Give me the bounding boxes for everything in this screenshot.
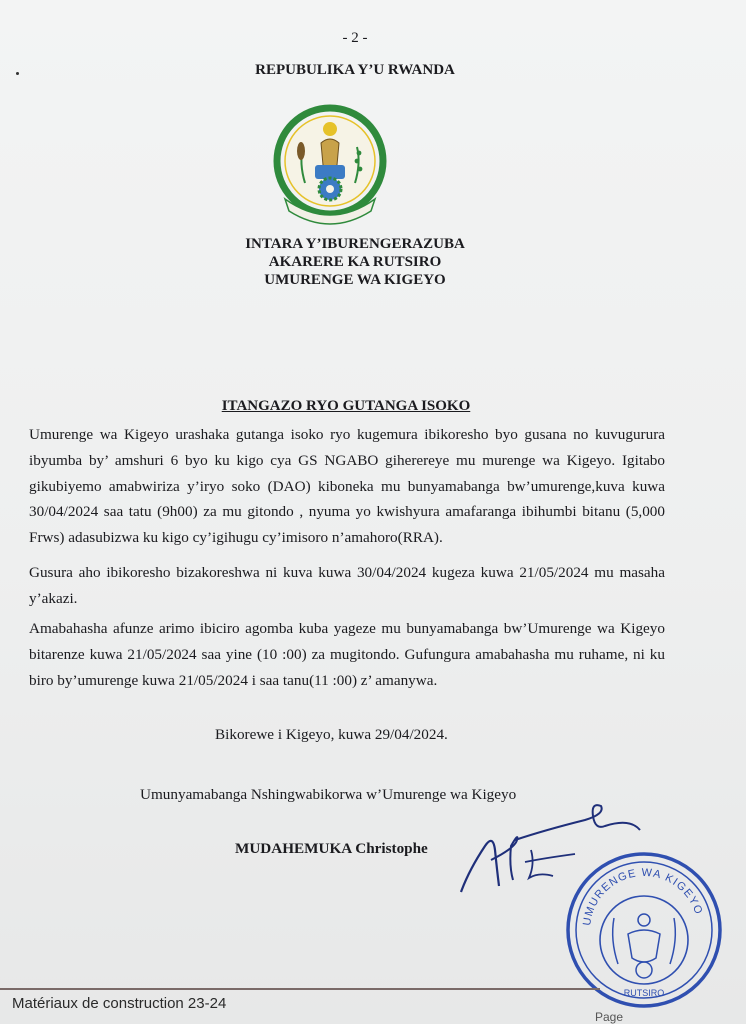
notice-paragraph-2: Gusura aho ibikoresho bizakoreshwa ni kuva kuwa 30/04/2024 kugeza kuwa 21/05/2024 mu masaha y’akazi. [29,564,665,607]
footer-text: Matériaux de construction 23-24 [12,995,227,1012]
footer-page-label: Page [595,1010,624,1024]
stamp-inner-text: RUTSIRO [623,988,665,998]
page-number: - 2 - [342,30,368,46]
stamp-ring-text: UMURENGE WA KIGEYO [581,866,705,927]
notice-title: ITANGAZO RYO GUTANGA ISOKO [221,398,471,414]
republic-heading: REPUBULIKA Y’U RWANDA [255,62,455,78]
rwanda-emblem-seal [273,103,387,227]
sector-heading: UMURENGE WA KIGEYO [264,272,446,288]
place-date-line: Bikorewe i Kigeyo, kuwa 29/04/2024. [215,726,448,743]
signatory-position: Umunyamabanga Nshingwabikorwa w’Umurenge wa Kigeyo [140,786,517,803]
province-heading: INTARA Y’IBURENGERAZUBA [245,236,465,252]
signatory-name: MUDAHEMUKA Christophe [235,840,428,857]
notice-paragraph-1: Umurenge wa Kigeyo urashaka gutanga isoko ryo kugemura ibikoresho byo gusana no kuvugurura ibyumba by’ amshuri 6 byo ku kigo cya GS NGABO giherereye mu murenge wa Kigeyo. Igitabo gikubiyemo amabwiriza y’iryo soko (DAO) kiboneka mu bunyamabanga bw’umurenge,kuva kuwa 30/04/2024 saa tatu (9h00) za mu gitondo , nyuma yo kwishyura amafaranga ibihumbi bitanu (5,000 Frws) adasubizwa ku kigo cy’igihugu cy’imisoro n’amahoro(RRA). [29,426,665,547]
footer-divider [0,988,600,990]
notice-paragraph-3: Amabahasha afunze arimo ibiciro agomba kuba yageze mu bunyamabanga bw’Umurenge wa Kigeyo bitarenze kuwa 21/05/2024 saa yine (10 :00) za mugitondo. Gufungura amabahasha mu ruhame, ni ku biro by’umurenge kuwa 21/05/2024 i saa tanu(11 :00) z’ amanywa. [29,620,665,689]
district-heading: AKARERE KA RUTSIRO [268,254,442,270]
